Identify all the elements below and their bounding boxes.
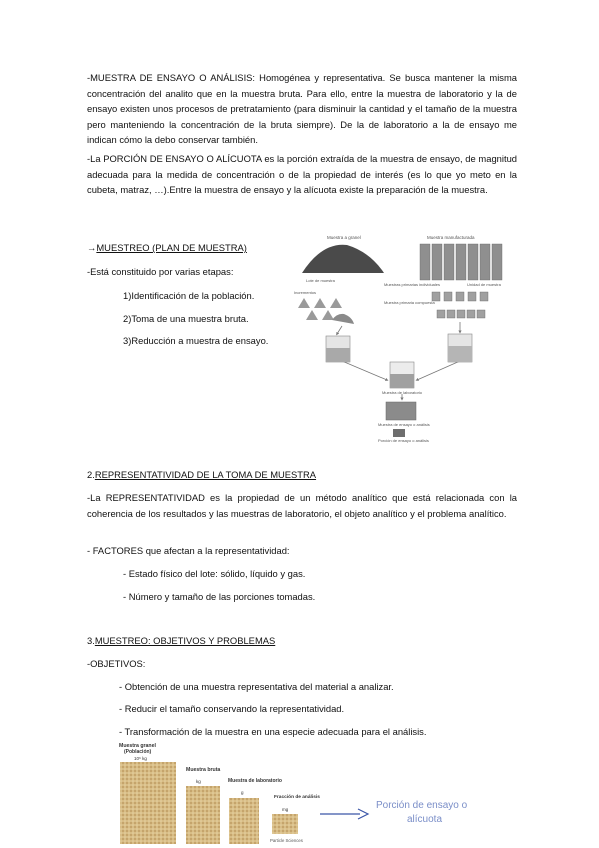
objetivos-label: -OBJETIVOS: — [87, 658, 146, 669]
manufactured-units — [420, 244, 502, 280]
paragraph-porcion-ensayo: -La PORCIÓN DE ENSAYO O ALÍCUOTA es la porción extraída de la muestra de ensayo, de magnitud adecuada para la medida de concentración o de la propiedad de interés (es lo que yo meto en la cubeta, matraz, …).Entre la muestra de ensayo y la alícuota existe la preparación de la muestra. — [87, 153, 517, 195]
label-fraccion-qty: mg — [282, 807, 289, 812]
label-fraccion: Fracción de análisis — [274, 795, 320, 800]
lab-sample-image — [229, 798, 259, 844]
label-bruta-qty: kg — [196, 779, 201, 784]
label-primarias: Muestras primarias individuales — [384, 282, 441, 287]
label-porcion: Porción de ensayo o análisis — [378, 438, 429, 443]
label-porcion-line2: alícuota — [407, 814, 443, 825]
label-bruta: Muestra bruta — [186, 767, 221, 773]
section-number: 3. — [87, 635, 95, 646]
factor-item: - Estado físico del lote: sólido, líquido y gas. — [123, 568, 306, 579]
label-laboratorio: Muestra de laboratorio — [382, 390, 423, 395]
test-portion-image — [393, 429, 405, 437]
label-laboratorio-fig2: Muestra de laboratorio — [228, 778, 282, 784]
test-sample-image — [386, 402, 416, 420]
label-unidad: Unidad de muestra — [467, 282, 501, 287]
raw-sample-image — [186, 786, 220, 844]
heading-text: REPRESENTATIVIDAD DE LA TOMA DE MUESTRA — [94, 469, 317, 480]
label-granel: Muestra granel — [119, 743, 156, 749]
label-muestra-manufacturada: Muestra manufacturada — [427, 235, 475, 240]
label-porcion-line1: Porción de ensayo o — [376, 800, 468, 811]
sample-reduction-figure — [110, 738, 510, 844]
section-representatividad-heading — [87, 467, 316, 482]
step-item: 2)Toma de una muestra bruta. — [123, 313, 249, 324]
laboratory-jar-right — [448, 334, 472, 362]
objective-item: - Reducir el tamaño conservando la representatividad. — [119, 703, 345, 714]
section-muestreo-heading — [87, 240, 247, 255]
objective-item: - Transformación de la muestra en una especie adecuada para el análisis. — [119, 726, 427, 737]
paragraph-muestra-ensayo: -MUESTRA DE ENSAYO O ANÁLISIS: Homogénea y representativa. Se busca mantener la misma concentración del analito que en la muestra bruta. Para ello, entre la muestra de laboratorio y la de ensayo existen unos procesos de pretratamiento (para disminuir la cantidad y el tamaño de la muestra pero manteniendo la concentración de la bruta siempre). De la de laboratorio a la de ensayo me indican cómo la debo conservar también. — [87, 72, 517, 145]
label-ensayo: Muestra de ensayo o análisis — [378, 422, 430, 427]
label-incrementos: Incrementos — [294, 290, 317, 295]
heading-text: MUESTREO: OBJETIVOS Y PROBLEMAS — [94, 635, 276, 646]
section-objetivos-heading — [87, 633, 275, 648]
sampling-process-diagram — [292, 228, 514, 444]
bulk-sample-image — [120, 762, 176, 844]
label-credit: Particle Sciences — [270, 838, 303, 843]
label-muestra-granel: Muestra a granel — [327, 235, 361, 240]
label-lote: Lote de muestra — [306, 278, 335, 283]
paragraph-representatividad: -La REPRESENTATIVIDAD es la propiedad de un método analítico que está relacionada con la coherencia de los resultados y las muestras de laboratorio, el objeto analítico y el problema analítico. — [87, 492, 517, 519]
step-item: 1)Identificación de la población. — [123, 290, 255, 301]
analysis-fraction-image — [272, 814, 298, 834]
bulk-pile-image — [302, 245, 384, 273]
label-granel-qty: 10⁶ kg — [134, 756, 147, 761]
heading-text: MUESTREO (PLAN DE MUESTRA) — [96, 242, 247, 253]
factors-text: - FACTORES que afectan a la representatividad: — [87, 545, 290, 556]
composite-pile — [332, 314, 354, 324]
arrow-icon: → — [87, 242, 97, 253]
section-number: 2. — [87, 469, 95, 480]
objective-item: - Obtención de una muestra representativa del material a analizar. — [119, 681, 394, 692]
factor-item: - Número y tamaño de las porciones tomadas. — [123, 591, 316, 602]
intro-text: -Está constituido por varias etapas: — [87, 266, 234, 277]
laboratory-jar-left — [326, 336, 350, 362]
laboratory-jar-center — [390, 362, 414, 388]
primary-sample-units — [432, 292, 488, 301]
label-compuesta: Muestra primaria compuesta — [384, 300, 435, 305]
step-item: 3)Reducción a muestra de ensayo. — [123, 335, 269, 346]
label-poblacion: (Población) — [124, 749, 152, 755]
label-laboratorio-qty: g — [241, 790, 244, 795]
composite-units — [437, 310, 485, 318]
